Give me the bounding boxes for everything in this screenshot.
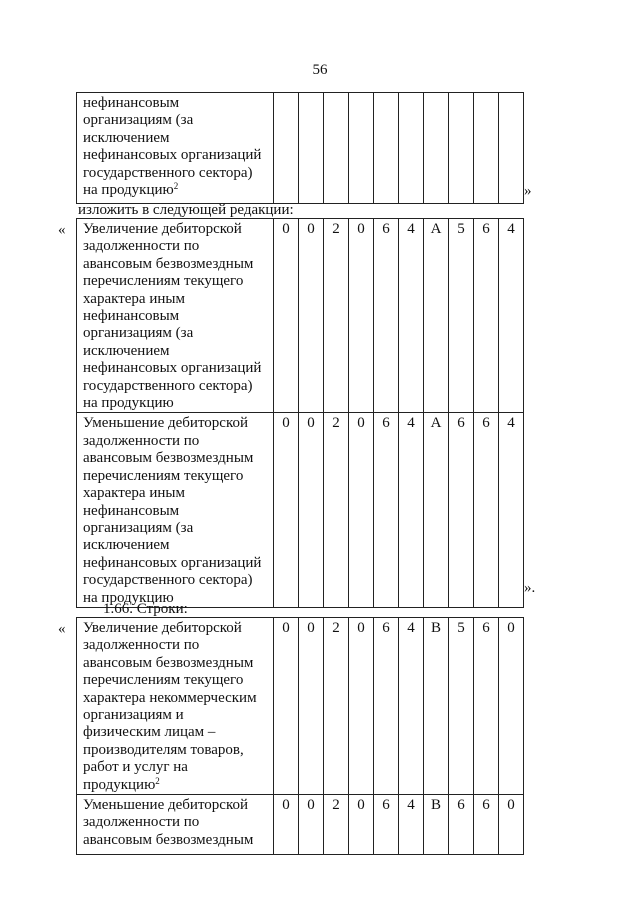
code-cell: 4 <box>499 413 524 607</box>
label-line: организациям (за <box>83 112 194 129</box>
label-line: Уменьшение дебиторской <box>83 415 249 432</box>
label-line: на продукцию <box>83 395 174 412</box>
label-line: задолженности по <box>83 238 200 255</box>
code-cell: В <box>424 795 449 855</box>
code-cell: 6 <box>474 219 499 413</box>
code-cell: 0 <box>274 795 299 855</box>
label-line: организациям (за <box>83 325 194 342</box>
top-fragment-label <box>77 93 274 204</box>
code-cell: 0 <box>349 413 374 607</box>
label-line: нефинансовым <box>83 308 180 325</box>
label-line: характера иным <box>83 485 185 502</box>
section2-table <box>76 617 524 855</box>
label-line: нефинансовых организаций <box>83 360 262 377</box>
label-line: государственного сектора) <box>83 164 253 181</box>
table-row <box>77 795 524 855</box>
code-cell: 6 <box>374 618 399 795</box>
code-cell: 2 <box>324 618 349 795</box>
footnote-mark: 2 <box>155 775 160 786</box>
label-line: исключением <box>83 537 170 554</box>
label-line: нефинансовым <box>83 95 180 111</box>
label-line: государственного сектора) <box>83 377 253 394</box>
label-line: перечислениям текущего <box>83 467 244 484</box>
label-line: работ и услуг на <box>83 759 188 776</box>
page-number: 56 <box>312 62 328 78</box>
code-cell <box>449 93 474 204</box>
code-cell: 5 <box>449 219 474 413</box>
code-cell: 6 <box>474 618 499 795</box>
code-cell: В <box>424 618 449 795</box>
code-cell <box>324 93 349 204</box>
label-line: авансовым безвозмездным <box>83 654 254 671</box>
label-line: государственного сектора) <box>83 572 253 589</box>
code-cell: 0 <box>349 795 374 855</box>
label-line: нефинансовых организаций <box>83 554 262 571</box>
label-line: перечислениям текущего <box>83 672 244 689</box>
code-cell: 4 <box>499 219 524 413</box>
code-cell: 4 <box>399 219 424 413</box>
table-row <box>77 413 524 607</box>
label-line: задолженности по <box>83 814 200 831</box>
open-quote: « <box>58 621 66 637</box>
label-line: авансовым безвозмездным <box>83 831 254 848</box>
label-line: Увеличение дебиторской <box>83 620 242 636</box>
label-line: характера некоммерческим <box>83 689 257 706</box>
label-line: физическим лицам – <box>83 724 216 741</box>
label-line: задолженности по <box>83 637 200 654</box>
code-cell: 2 <box>324 795 349 855</box>
code-cell: 0 <box>299 413 324 607</box>
code-cell: 0 <box>349 618 374 795</box>
code-cell <box>349 93 374 204</box>
code-cell: 0 <box>299 219 324 413</box>
code-cell: 0 <box>499 795 524 855</box>
label-line: производителям товаров, <box>83 741 244 758</box>
code-cell <box>299 93 324 204</box>
code-cell: 6 <box>474 795 499 855</box>
code-cell: 6 <box>374 795 399 855</box>
code-cell: 0 <box>274 413 299 607</box>
row-label <box>77 795 274 855</box>
code-cell: 4 <box>399 618 424 795</box>
code-cell: 6 <box>374 219 399 413</box>
label-line: нефинансовым <box>83 502 180 519</box>
label-line: нефинансовых организаций <box>83 147 262 164</box>
label-line: исключением <box>83 129 170 146</box>
label-line: на продукцию <box>83 589 174 606</box>
code-cell: 0 <box>499 618 524 795</box>
code-cell: 0 <box>274 618 299 795</box>
label-line: характера иным <box>83 290 185 307</box>
label-line: организациям (за <box>83 519 194 536</box>
label-line: авансовым безвозмездным <box>83 450 254 467</box>
label-line: исключением <box>83 342 170 359</box>
code-cell: 6 <box>374 413 399 607</box>
footnote-mark: 2 <box>173 181 179 192</box>
close-quote: » <box>524 183 532 199</box>
code-cell: 0 <box>274 219 299 413</box>
code-cell: 0 <box>349 219 374 413</box>
code-cell <box>374 93 399 204</box>
row-label <box>77 219 274 413</box>
section1-table <box>76 218 524 608</box>
code-cell: А <box>424 219 449 413</box>
code-cell: 0 <box>299 795 324 855</box>
label-line: Увеличение дебиторской <box>83 221 242 237</box>
table-row <box>77 219 524 413</box>
label-line: продукцию <box>83 776 156 793</box>
label-line: авансовым безвозмездным <box>83 255 254 272</box>
label-line: перечислениям текущего <box>83 273 244 290</box>
code-cell <box>274 93 299 204</box>
replace-instruction: изложить в следующей редакции: <box>78 202 294 218</box>
code-cell: 6 <box>449 795 474 855</box>
code-cell <box>424 93 449 204</box>
label-line: на продукцию <box>83 182 174 199</box>
code-cell: 0 <box>299 618 324 795</box>
label-line: организациям и <box>83 707 184 724</box>
code-cell: 2 <box>324 219 349 413</box>
row-label <box>77 413 274 607</box>
close-quote: ». <box>524 580 536 596</box>
open-quote: « <box>58 222 66 238</box>
code-cell <box>399 93 424 204</box>
top-fragment-table <box>76 92 524 204</box>
code-cell: 4 <box>399 795 424 855</box>
table-row <box>77 618 524 795</box>
code-cell <box>499 93 524 204</box>
row-label <box>77 618 274 795</box>
code-cell <box>474 93 499 204</box>
section-heading: 1.66. Строки: <box>103 601 188 617</box>
code-cell: 6 <box>474 413 499 607</box>
label-line: задолженности по <box>83 432 200 449</box>
label-line: Уменьшение дебиторской <box>83 797 249 814</box>
code-cell: 6 <box>449 413 474 607</box>
code-cell: А <box>424 413 449 607</box>
code-cell: 2 <box>324 413 349 607</box>
code-cell: 4 <box>399 413 424 607</box>
code-cell: 5 <box>449 618 474 795</box>
